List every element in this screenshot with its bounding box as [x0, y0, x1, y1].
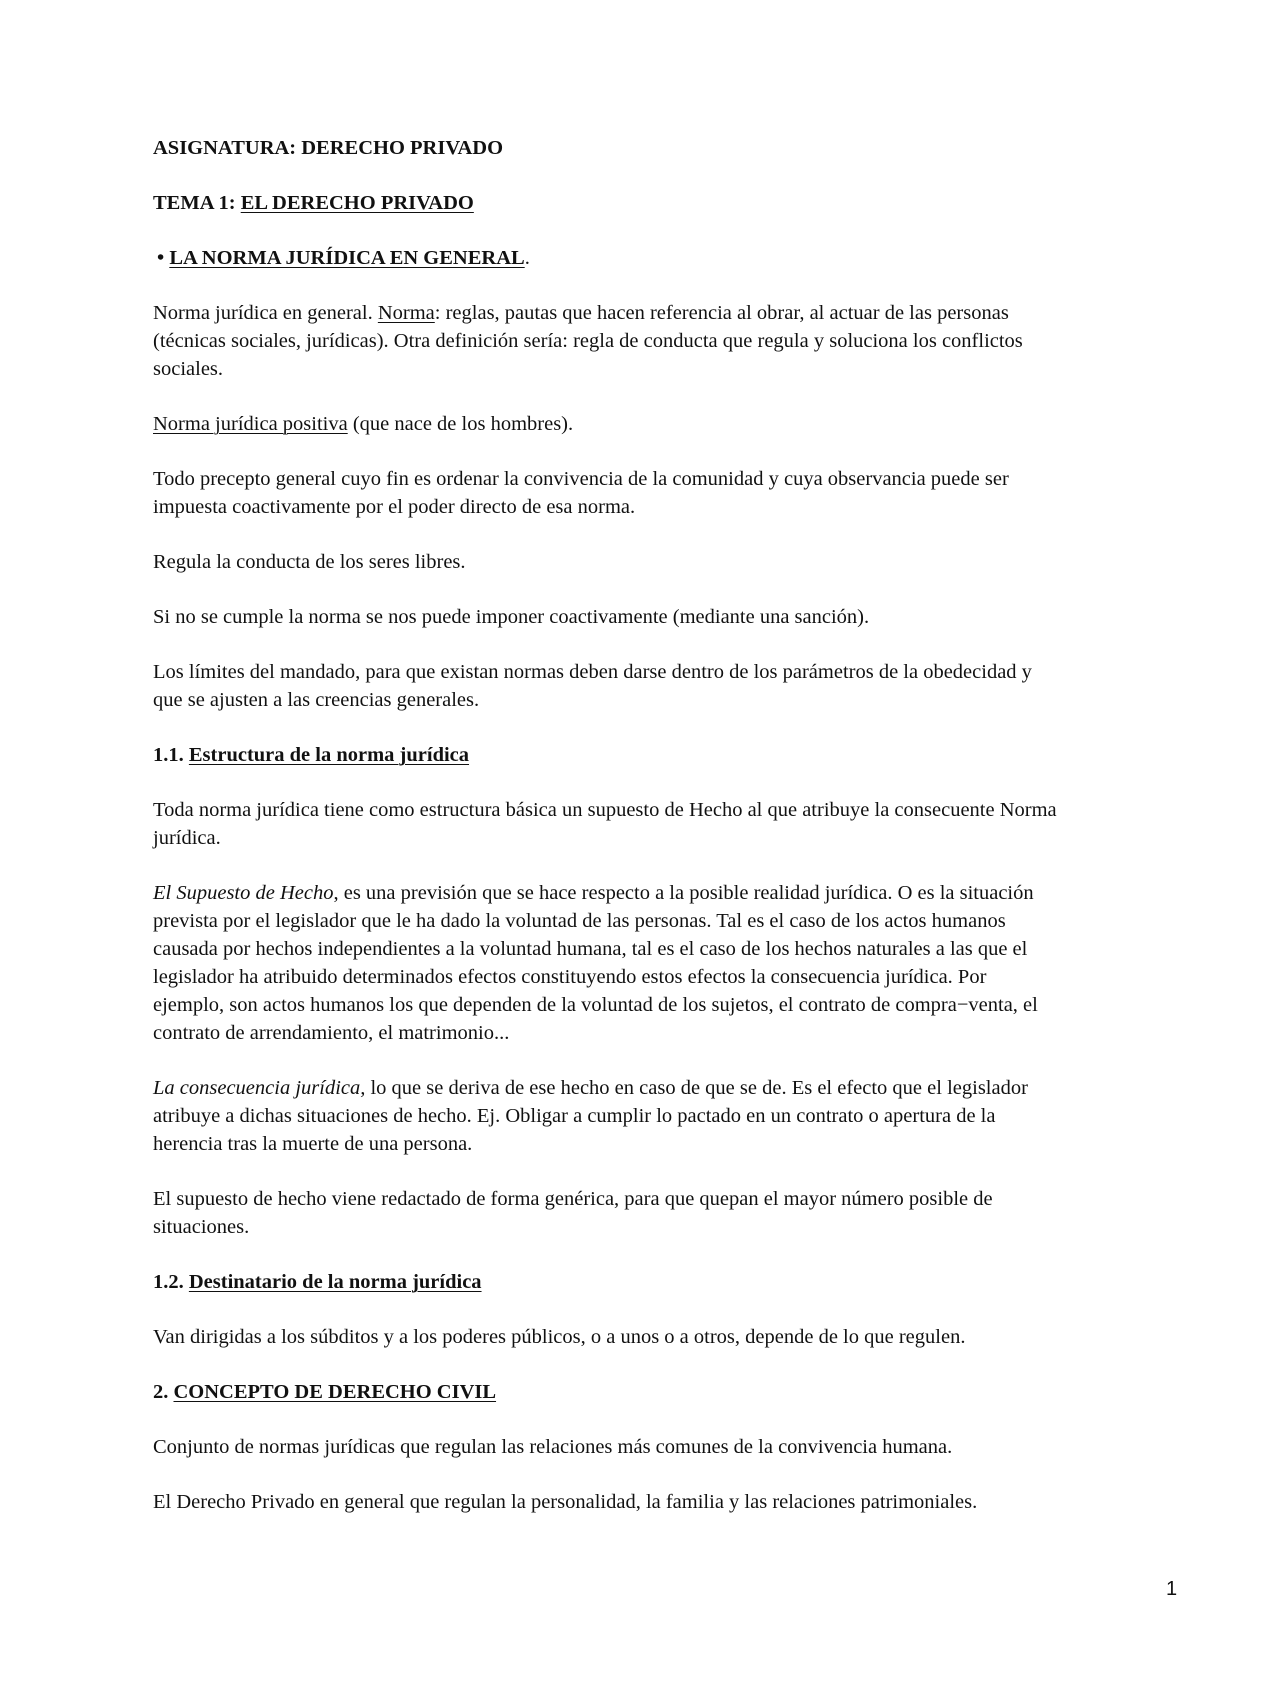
heading-2-number: 2.: [153, 1381, 174, 1403]
tema-title: EL DERECHO PRIVADO: [240, 192, 474, 214]
consecuencia-term: La consecuencia jurídica,: [153, 1077, 366, 1099]
limites-line1: Los límites del mandado, para que existan normas deben darse dentro de los parámetros de la obedecidad y: [153, 661, 1032, 683]
positiva-term: Norma jurídica positiva: [153, 413, 348, 435]
supuesto-line4: legislador ha atribuido determinados efectos constituyendo estos efectos la consecuencia jurídica. Por: [153, 966, 987, 988]
heading-1-2-title: Destinatario de la norma jurídica: [188, 1271, 482, 1293]
regula-line1: Regula la conducta de los seres libres.: [153, 551, 466, 573]
section-bullet-title: LA NORMA JURÍDICA EN GENERAL: [169, 247, 525, 269]
paragraph-generica: [153, 1185, 1193, 1241]
estructura-line2: jurídica.: [153, 827, 221, 849]
paragraph-precepto: [153, 465, 1193, 521]
norma-line1-rest: : reglas, pautas que hacen referencia al obrar, al actuar de las personas: [434, 302, 1009, 324]
heading-1-2: [153, 1268, 1193, 1296]
consecuencia-line3: herencia tras la muerte de una persona.: [153, 1133, 473, 1155]
page-number: 1: [1166, 1578, 1178, 1600]
cumple-line1: Si no se cumple la norma se nos puede imponer coactivamente (mediante una sanción).: [153, 606, 870, 628]
paragraph-cumple: [153, 603, 1193, 631]
supuesto-line2: prevista por el legislador que le ha dado la voluntad de las personas. Tal es el caso de los actos humanos: [153, 910, 1006, 932]
heading-1-1: [153, 741, 1193, 769]
paragraph-estructura: [153, 796, 1193, 852]
tema-prefix: TEMA 1:: [153, 192, 241, 214]
generica-line2: situaciones.: [153, 1216, 250, 1238]
limites-line2: que se ajusten a las creencias generales.: [153, 689, 480, 711]
consecuencia-line1-rest: lo que se deriva de ese hecho en caso de que se de. Es el efecto que el legislador: [365, 1077, 1028, 1099]
norma-lead: Norma jurídica en general.: [153, 302, 378, 324]
conjunto-line1: Conjunto de normas jurídicas que regulan las relaciones más comunes de la convivencia humana.: [153, 1436, 953, 1458]
paragraph-limites: [153, 658, 1193, 714]
paragraph-conjunto: [153, 1433, 1193, 1461]
norma-line3: sociales.: [153, 358, 224, 380]
supuesto-term: El Supuesto de Hecho: [153, 882, 334, 904]
paragraph-destinatario: [153, 1323, 1193, 1351]
bullet-icon: •: [157, 247, 170, 269]
paragraph-derecho-privado: [153, 1488, 1193, 1516]
consecuencia-line2: atribuye a dichas situaciones de hecho. Ej. Obligar a cumplir lo pactado en un contrato o apertura de la: [153, 1105, 996, 1127]
paragraph-norma: [153, 299, 1193, 383]
section-bullet-suffix: .: [524, 247, 530, 269]
heading-1-2-number: 1.2.: [153, 1271, 189, 1293]
supuesto-line1-rest: , es una previsión que se hace respecto a la posible realidad jurídica. O es la situación: [333, 882, 1034, 904]
tema-heading: [153, 189, 1193, 217]
precepto-line1: Todo precepto general cuyo fin es ordenar la convivencia de la comunidad y cuya observancia puede ser: [153, 468, 1009, 490]
paragraph-consecuencia: [153, 1074, 1193, 1158]
supuesto-line3: causada por hechos independientes a la voluntad humana, tal es el caso de los hechos naturales a las que el: [153, 938, 1028, 960]
norma-term: Norma: [377, 302, 435, 324]
heading-1-1-title: Estructura de la norma jurídica: [188, 744, 470, 766]
heading-1-1-number: 1.1.: [153, 744, 189, 766]
supuesto-line6: contrato de arrendamiento, el matrimonio...: [153, 1022, 510, 1044]
paragraph-supuesto: [153, 879, 1193, 1047]
destinatario-line1: Van dirigidas a los súbditos y a los poderes públicos, o a unos o a otros, depende de lo que regulen.: [153, 1326, 966, 1348]
estructura-line1: Toda norma jurídica tiene como estructura básica un supuesto de Hecho al que atribuye la consecuente Norma: [153, 799, 1057, 821]
derecho-privado-line1: El Derecho Privado en general que regulan la personalidad, la familia y las relaciones patrimoniales.: [153, 1491, 978, 1513]
subject-heading: [153, 134, 1193, 162]
heading-2: [153, 1378, 1193, 1406]
supuesto-line5: ejemplo, son actos humanos los que dependen de la voluntad de los sujetos, el contrato de compra−venta, el: [153, 994, 1038, 1016]
generica-line1: El supuesto de hecho viene redactado de forma genérica, para que quepan el mayor número posible de: [153, 1188, 993, 1210]
section-bullet-heading: [153, 244, 1193, 272]
heading-2-title: CONCEPTO DE DERECHO CIVIL: [173, 1381, 497, 1403]
norma-line2: (técnicas sociales, jurídicas). Otra definición sería: regla de conducta que regula y soluciona los conflictos: [153, 330, 1023, 352]
positiva-rest: (que nace de los hombres).: [347, 413, 574, 435]
paragraph-regula: [153, 548, 1193, 576]
paragraph-positiva: [153, 410, 1193, 438]
document-page: [153, 134, 1193, 1543]
subject-label: ASIGNATURA: DERECHO PRIVADO: [153, 137, 504, 159]
precepto-line2: impuesta coactivamente por el poder directo de esa norma.: [153, 496, 636, 518]
